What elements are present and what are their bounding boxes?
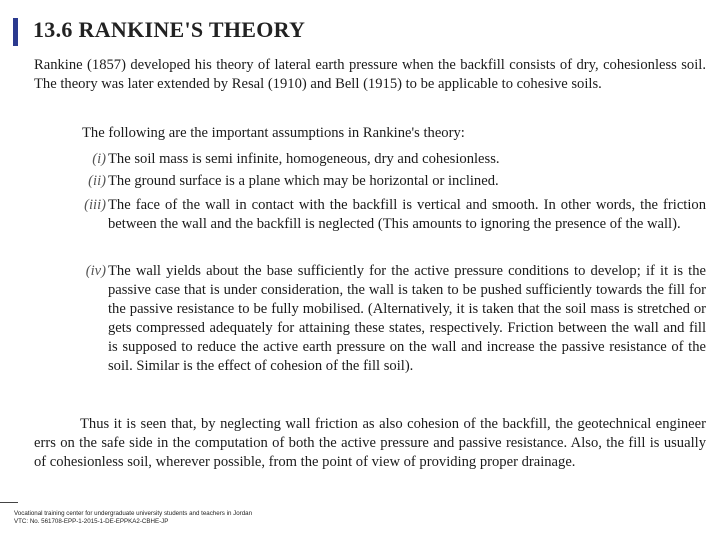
- assumption-text: The face of the wall in contact with the backfill is vertical and smooth. In other words, the friction between the wall and the backfill is neglected (This amounts to ignoring the presence of the wall).: [108, 197, 706, 232]
- assumption-number: (iv): [85, 263, 106, 279]
- footer-divider: [0, 502, 18, 503]
- assumptions-lead: The following are the important assumptions in Rankine's theory:: [82, 125, 465, 141]
- assumption-text: The wall yields about the base sufficiently for the active pressure conditions to develop; if it is the passive case that is under consideration, the wall is taken to be pushed sufficiently towards the fill for the passive resistance to be fully mobilised. (Alternatively, it is taken that the soil mass is stretched or gets compressed adequately for attaining these states, respectively. Friction between the wall and fill is supposed to reduce the active earth pressure on the wall and increase the passive resistance of the soil. Similar is the effect of cohesion of the fill soil).: [108, 263, 706, 374]
- section-heading: 13.6 RANKINE'S THEORY: [33, 17, 306, 42]
- intro-paragraph: Rankine (1857) developed his theory of lateral earth pressure when the backfill consists of dry, cohesionless soil. The theory was later extended by Resal (1910) and Bell (1915) to be applicable to cohesive soils.: [34, 57, 706, 92]
- assumption-text: The soil mass is semi infinite, homogeneous, dry and cohesionless.: [108, 151, 500, 167]
- footer-line-2: VTC: No. 561708-EPP-1-2015-1-DE-EPPKA2-CBHE-JP: [14, 517, 169, 525]
- section-accent-bar: [13, 18, 18, 46]
- footer-line-1: Vocational training center for undergraduate university students and teachers in Jordan: [14, 510, 253, 517]
- conclusion-paragraph: Thus it is seen that, by neglecting wall friction as also cohesion of the backfill, the geotechnical engineer errs on the safe side in the computation of both the active pressure and passive resistance. Also, the fill is usually of cohesionless soil, wherever possible, from the point of view of providing proper drainage.: [34, 416, 706, 470]
- footer: [14, 510, 252, 525]
- assumption-number: (ii): [88, 173, 106, 189]
- assumption-text: The ground surface is a plane which may be horizontal or inclined.: [108, 173, 499, 189]
- assumption-number: (iii): [84, 197, 106, 213]
- assumption-number: (i): [92, 151, 106, 167]
